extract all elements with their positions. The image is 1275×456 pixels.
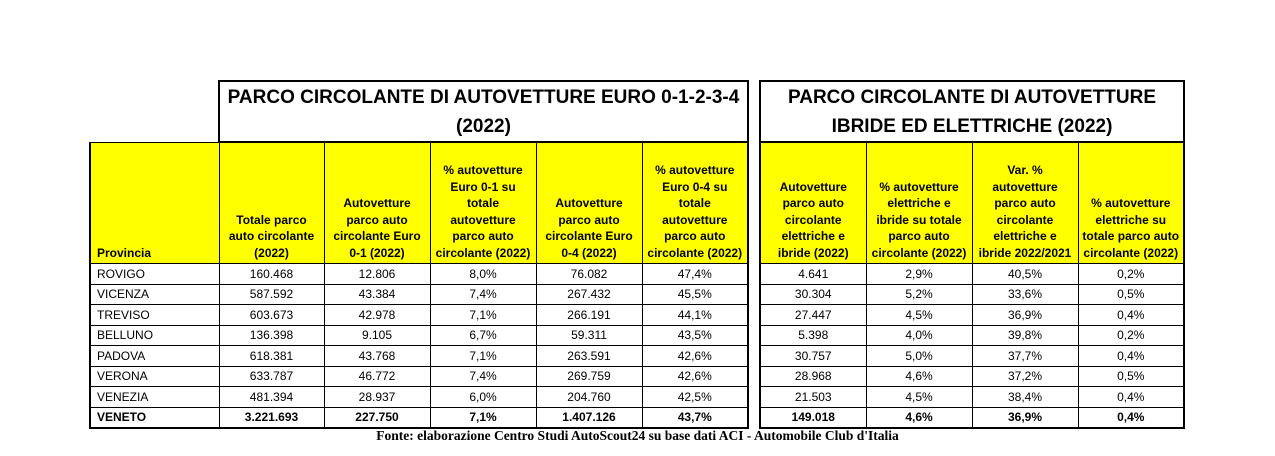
header-euro-0-1: Autovetture parco auto circolante Euro 0-1 (2022) (324, 142, 430, 264)
cell-pct-euro-0-4: 42,6% (642, 346, 748, 367)
cell-elettriche-ibride: 30.304 (760, 284, 866, 305)
cell-provincia: VENETO (90, 407, 219, 428)
cell-euro-0-1: 43.384 (324, 284, 430, 305)
cell-euro-0-4: 266.191 (536, 305, 642, 326)
table-row (90, 387, 748, 408)
cell-totale: 481.394 (219, 387, 324, 408)
cell-provincia: BELLUNO (90, 325, 219, 346)
cell-euro-0-4: 263.591 (536, 346, 642, 367)
header-pct-elettriche-ibride: % autovetture elettriche e ibride su totale parco auto circolante (2022) (866, 142, 972, 264)
table-row (90, 325, 748, 346)
cell-var-pct: 36,9% (972, 407, 1078, 428)
cell-pct-euro-0-1: 7,1% (430, 407, 536, 428)
cell-var-pct: 37,7% (972, 346, 1078, 367)
cell-pct-euro-0-4: 45,5% (642, 284, 748, 305)
total-row (760, 407, 1184, 428)
cell-pct-euro-0-1: 7,4% (430, 284, 536, 305)
cell-pct-euro-0-4: 44,1% (642, 305, 748, 326)
cell-euro-0-1: 227.750 (324, 407, 430, 428)
cell-pct-euro-0-1: 7,1% (430, 346, 536, 367)
table-row (760, 305, 1184, 326)
cell-pct-euro-0-1: 6,7% (430, 325, 536, 346)
header-pct-elettriche: % autovetture elettriche su totale parco auto circolante (2022) (1078, 142, 1184, 264)
cell-provincia: VENEZIA (90, 387, 219, 408)
cell-elettriche-ibride: 30.757 (760, 346, 866, 367)
cell-euro-0-1: 42.978 (324, 305, 430, 326)
source-footnote: Fonte: elaborazione Centro Studi AutoScout24 su base dati ACI - Automobile Club d'Italia (376, 428, 899, 443)
cell-elettriche-ibride: 21.503 (760, 387, 866, 408)
cell-totale: 618.381 (219, 346, 324, 367)
total-row (90, 407, 748, 428)
cell-pct-elettriche-ibride: 5,0% (866, 346, 972, 367)
table-row (90, 346, 748, 367)
cell-pct-elettriche-ibride: 4,6% (866, 366, 972, 387)
cell-pct-elettriche: 0,4% (1078, 305, 1184, 326)
cell-pct-euro-0-4: 42,6% (642, 366, 748, 387)
header-provincia: Provincia (90, 142, 219, 264)
cell-provincia: TREVISO (90, 305, 219, 326)
cell-pct-elettriche-ibride: 5,2% (866, 284, 972, 305)
euro-table-title: PARCO CIRCOLANTE DI AUTOVETTURE EURO 0-1-2-3-4 (2022) (219, 81, 748, 142)
header-pct-euro-0-4: % autovetture Euro 0-4 su totale autovetture parco auto circolante (2022) (642, 142, 748, 264)
header-totale-parco: Totale parco auto circolante (2022) (219, 142, 324, 264)
table-row (90, 264, 748, 285)
cell-pct-elettriche: 0,4% (1078, 346, 1184, 367)
cell-var-pct: 38,4% (972, 387, 1078, 408)
cell-pct-euro-0-4: 42,5% (642, 387, 748, 408)
cell-euro-0-4: 204.760 (536, 387, 642, 408)
cell-elettriche-ibride: 27.447 (760, 305, 866, 326)
header-elettriche-ibride: Autovetture parco auto circolante elettriche e ibride (2022) (760, 142, 866, 264)
table-row (760, 387, 1184, 408)
cell-euro-0-1: 9.105 (324, 325, 430, 346)
cell-pct-elettriche-ibride: 2,9% (866, 264, 972, 285)
cell-totale: 603.673 (219, 305, 324, 326)
table-row (90, 284, 748, 305)
cell-pct-euro-0-4: 43,5% (642, 325, 748, 346)
cell-pct-elettriche-ibride: 4,5% (866, 305, 972, 326)
header-euro-0-4: Autovetture parco auto circolante Euro 0-4 (2022) (536, 142, 642, 264)
header-var-pct: Var. % autovetture parco auto circolante elettriche e ibride 2022/2021 (972, 142, 1078, 264)
cell-euro-0-4: 59.311 (536, 325, 642, 346)
table-row (760, 325, 1184, 346)
cell-euro-0-1: 28.937 (324, 387, 430, 408)
cell-pct-elettriche-ibride: 4,5% (866, 387, 972, 408)
cell-pct-euro-0-1: 8,0% (430, 264, 536, 285)
cell-pct-elettriche: 0,4% (1078, 387, 1184, 408)
header-pct-euro-0-1: % autovetture Euro 0-1 su totale autovetture parco auto circolante (2022) (430, 142, 536, 264)
cell-euro-0-4: 1.407.126 (536, 407, 642, 428)
cell-provincia: ROVIGO (90, 264, 219, 285)
cell-var-pct: 40,5% (972, 264, 1078, 285)
cell-pct-elettriche: 0,2% (1078, 264, 1184, 285)
table-row (90, 305, 748, 326)
euro-0-4-table (89, 80, 749, 429)
cell-pct-elettriche-ibride: 4,0% (866, 325, 972, 346)
cell-pct-elettriche: 0,5% (1078, 366, 1184, 387)
cell-elettriche-ibride: 28.968 (760, 366, 866, 387)
cell-totale: 633.787 (219, 366, 324, 387)
cell-pct-elettriche-ibride: 4,6% (866, 407, 972, 428)
cell-totale: 587.592 (219, 284, 324, 305)
cell-var-pct: 36,9% (972, 305, 1078, 326)
cell-euro-0-1: 46.772 (324, 366, 430, 387)
cell-pct-euro-0-4: 47,4% (642, 264, 748, 285)
cell-pct-elettriche: 0,4% (1078, 407, 1184, 428)
cell-euro-0-4: 267.432 (536, 284, 642, 305)
table-row (760, 284, 1184, 305)
cell-var-pct: 39,8% (972, 325, 1078, 346)
table-row (760, 346, 1184, 367)
cell-pct-elettriche: 0,5% (1078, 284, 1184, 305)
cell-euro-0-4: 269.759 (536, 366, 642, 387)
cell-pct-elettriche: 0,2% (1078, 325, 1184, 346)
cell-var-pct: 37,2% (972, 366, 1078, 387)
cell-totale: 3.221.693 (219, 407, 324, 428)
table-row (760, 366, 1184, 387)
cell-pct-euro-0-1: 6,0% (430, 387, 536, 408)
ibride-table-title: PARCO CIRCOLANTE DI AUTOVETTURE IBRIDE ED ELETTRICHE (2022) (760, 81, 1184, 142)
cell-pct-euro-0-1: 7,4% (430, 366, 536, 387)
cell-euro-0-1: 43.768 (324, 346, 430, 367)
cell-euro-0-1: 12.806 (324, 264, 430, 285)
cell-provincia: PADOVA (90, 346, 219, 367)
cell-provincia: VERONA (90, 366, 219, 387)
cell-elettriche-ibride: 149.018 (760, 407, 866, 428)
ibride-elettriche-table (759, 80, 1185, 429)
table-row (760, 264, 1184, 285)
cell-elettriche-ibride: 5.398 (760, 325, 866, 346)
cell-var-pct: 33,6% (972, 284, 1078, 305)
cell-totale: 160.468 (219, 264, 324, 285)
blank-corner (90, 81, 219, 142)
cell-euro-0-4: 76.082 (536, 264, 642, 285)
table-row (90, 366, 748, 387)
cell-pct-euro-0-1: 7,1% (430, 305, 536, 326)
cell-pct-euro-0-4: 43,7% (642, 407, 748, 428)
cell-totale: 136.398 (219, 325, 324, 346)
cell-provincia: VICENZA (90, 284, 219, 305)
cell-elettriche-ibride: 4.641 (760, 264, 866, 285)
